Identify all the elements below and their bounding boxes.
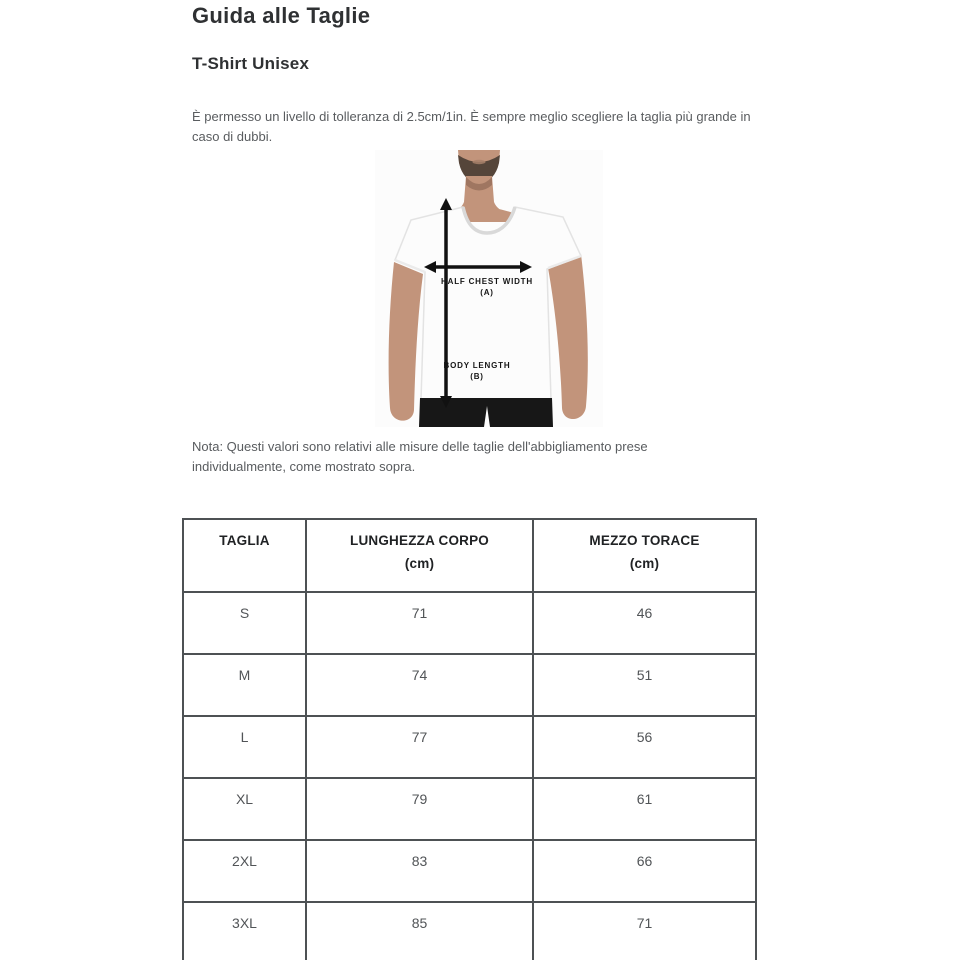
cell-torace: 66	[533, 840, 756, 902]
cell-taglia: S	[183, 592, 306, 654]
tolerance-text: È permesso un livello di tolleranza di 2.5cm/1in. È sempre meglio scegliere la taglia più grande in caso di dubbi.	[192, 109, 751, 144]
cell-lunghezza: 71	[306, 592, 533, 654]
cell-lunghezza: 85	[306, 902, 533, 960]
cell-lunghezza: 74	[306, 654, 533, 716]
model-mouth	[473, 160, 486, 164]
col-header-unit: (cm)	[404, 556, 435, 571]
cell-torace: 61	[533, 778, 756, 840]
cell-taglia: 2XL	[183, 840, 306, 902]
table-row-2xl	[183, 840, 756, 902]
cell-lunghezza: 79	[306, 778, 533, 840]
size-guide-illustration	[375, 150, 603, 427]
table-row-l	[183, 716, 756, 778]
cell-torace: 46	[533, 592, 756, 654]
cell-lunghezza: 77	[306, 716, 533, 778]
cell-torace: 56	[533, 716, 756, 778]
cell-lunghezza: 83	[306, 840, 533, 902]
cell-taglia: XL	[183, 778, 306, 840]
table-row-s	[183, 592, 756, 654]
page-title: Guida alle Taglie	[192, 3, 371, 28]
body-length-sub-label: (B)	[470, 372, 484, 381]
cell-taglia: L	[183, 716, 306, 778]
table-row-3xl	[183, 902, 756, 960]
col-header-taglia	[183, 519, 306, 592]
col-header-mezzo-torace	[533, 519, 756, 592]
cell-taglia: 3XL	[183, 902, 306, 960]
body-length-label: BODY LENGTH	[443, 361, 511, 370]
col-header-label: MEZZO TORACE	[589, 533, 700, 548]
size-table-header-row	[183, 519, 756, 592]
table-row-m	[183, 654, 756, 716]
measurement-note: Nota: Questi valori sono relativi alle misure delle taglie dell'abbigliamento prese individualmente, come mostrato sopra.	[192, 439, 648, 474]
size-table	[182, 518, 757, 960]
product-subtitle: T-Shirt Unisex	[192, 54, 310, 73]
cell-torace: 71	[533, 902, 756, 960]
cell-taglia: M	[183, 654, 306, 716]
col-header-label: TAGLIA	[219, 533, 270, 548]
col-header-lunghezza-corpo	[306, 519, 533, 592]
col-header-unit: (cm)	[629, 556, 660, 571]
half-chest-sub-label: (A)	[480, 288, 494, 297]
table-row-xl	[183, 778, 756, 840]
half-chest-label: HALF CHEST WIDTH	[441, 277, 533, 286]
col-header-label: LUNGHEZZA CORPO	[350, 533, 489, 548]
model-photo	[375, 150, 603, 427]
cell-torace: 51	[533, 654, 756, 716]
